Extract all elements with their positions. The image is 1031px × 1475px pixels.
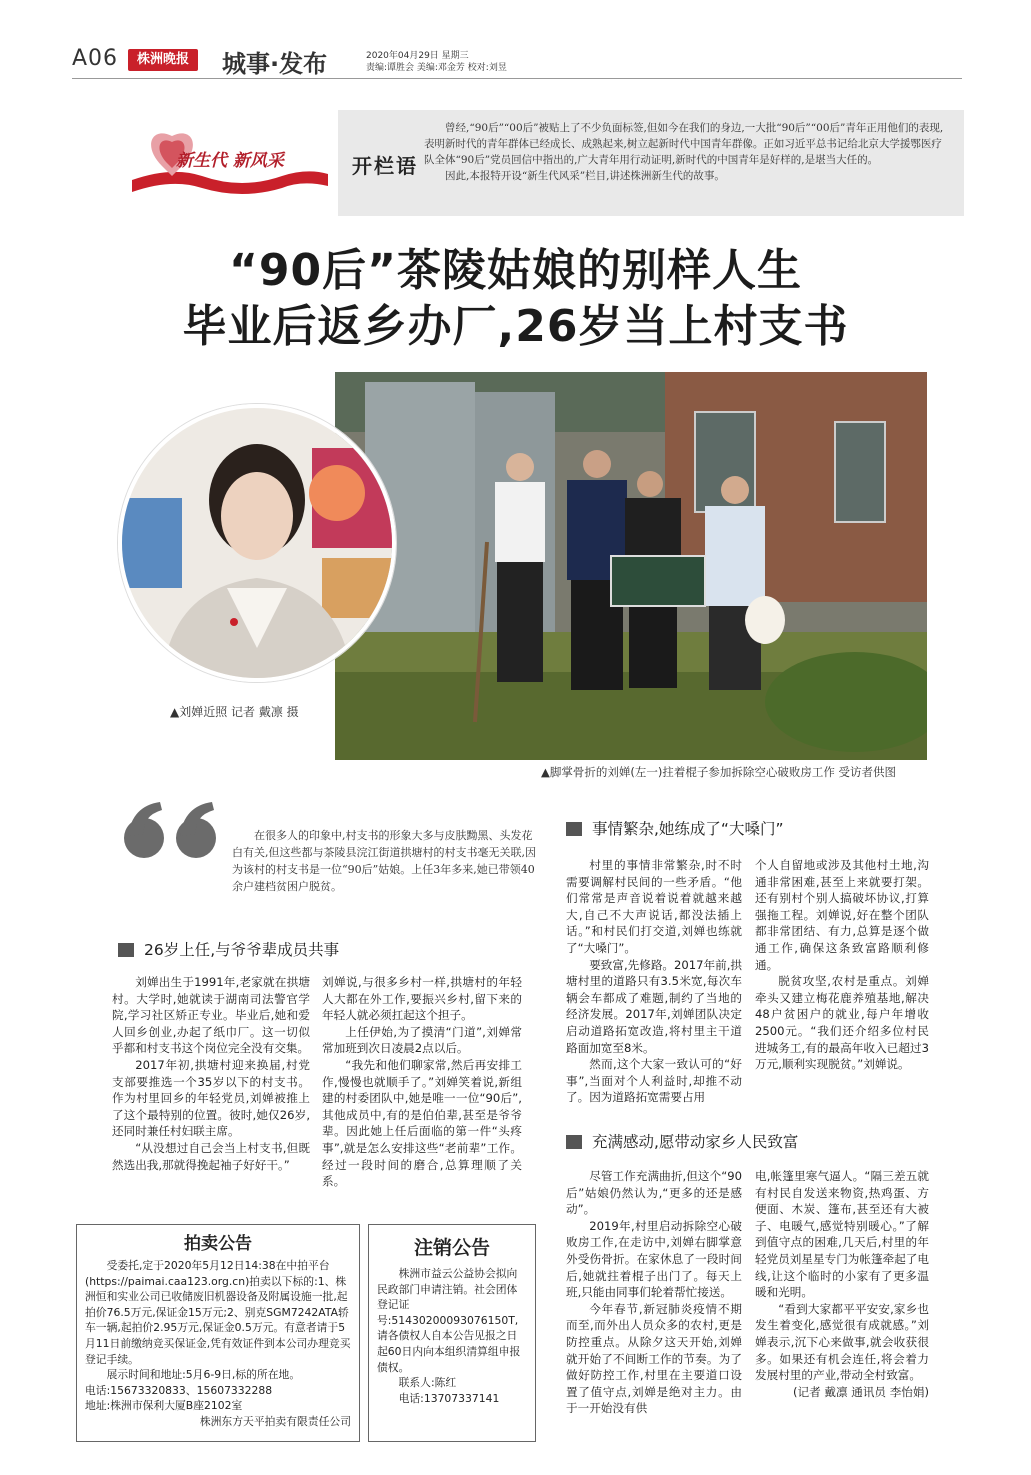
cancellation-notice xyxy=(368,1224,536,1442)
paragraph: 上任伊始,为了摸清“门道”,刘婵常常加班到次日凌晨2点以后。 xyxy=(322,1024,522,1056)
newspaper-brand: 株洲晚报 xyxy=(128,49,198,71)
column-logo-text: 新生代 新风采 xyxy=(176,151,284,171)
auction-paragraph: 展示时间和地址:5月6-9日,标的所在地。 xyxy=(106,1368,301,1382)
section3-col2 xyxy=(755,1168,929,1400)
section3-col1 xyxy=(566,1168,742,1417)
cancellation-title: 注销公告 xyxy=(413,1237,490,1259)
section-title: 城事·发布 xyxy=(222,50,328,78)
section-marker-icon xyxy=(566,822,582,836)
section1-title: 26岁上任,与爷爷辈成员共事 xyxy=(144,941,340,959)
intro-paragraph: 曾经,“90后”“00后”被贴上了不少负面标签,但如今在我们的身边,一大批“90后”“00后”青年正用他们的表现,表明新时代的青年群体已经成长、成熟起来,树立起新时代中国青年群像。正如习近平总书记给北京大学援鄂医疗队全体“90后”党员回信中指出的,广大青年用行动证明,新时代的中国青年是好样的,是堪当大任的。 xyxy=(424,122,944,166)
paragraph: 要致富,先修路。2017年前,拱塘村里的道路只有3.5米宽,每次车辆会车都成了难题,制约了当地的经济发展。2017年,刘婵团队决定启动道路拓宽改造,将村里主干道路面加宽至8米。 xyxy=(566,957,743,1055)
quote-mark-icon xyxy=(118,800,228,860)
paragraph: 然而,这个大家一致认可的“好事”,当面对个人利益时,却推不动了。因为道路拓宽需要占用 xyxy=(566,1057,742,1105)
paragraph: “从没想过自己会当上村支书,但既然选出我,那就得挽起袖子好好干。” xyxy=(112,1140,310,1172)
section3-heading xyxy=(566,1130,798,1152)
paragraph: 刘婵说,与很多乡村一样,拱塘村的年轻人大都在外工作,要振兴乡村,留下来的年轻人就必须扛起这个担子。 xyxy=(322,975,522,1023)
lead-quote-text: 在很多人的印象中,村支书的形象大多与皮肤黝黑、头发花白有关,但这些都与茶陵县浣江街道拱塘村的村支书毫无关联,因为该村的村支书是一位“90后”姑娘。上任3年多来,她已带领40余户建档贫困户脱贫。 xyxy=(232,829,536,893)
section1-col2 xyxy=(322,974,522,1190)
paragraph: “我先和他们聊家常,然后再安排工作,慢慢也就顺手了。”刘婵笑着说,新组建的村委团队中,她是唯一一位“90后”,其他成员中,有的是伯伯辈,甚至是爷爷辈。因此她上任后面临的第一件“头疼事”,就是怎么安排这些“老前辈”工作。经过一段时间的磨合,总算理顺了关系。 xyxy=(322,1057,522,1189)
paragraph: 尽管工作充满曲折,但这个“90后”姑娘仍然认为,“更多的还是感动”。 xyxy=(566,1169,742,1217)
section1-col1 xyxy=(112,974,310,1173)
auction-address: 地址:株洲市保利大厦B座2102室 xyxy=(85,1399,243,1413)
issue-date: 2020年04月29日 星期三 xyxy=(366,51,469,61)
cancellation-paragraph: 株洲市益云公益协会拟向民政部门申请注销。社会团体登记证号:51430200093076150T,请各债权人自本公告见报之日起60日内向本组织清算组申报债权。 xyxy=(377,1267,521,1374)
main-photo xyxy=(335,372,927,760)
village-group-photo xyxy=(335,372,927,760)
auction-company: 株洲东方天平拍卖有限责任公司 xyxy=(199,1414,351,1428)
section2-col1 xyxy=(566,857,742,1106)
paragraph: 今年春节,新冠肺炎疫情不期而至,而外出人员众多的农村,更是防控重点。从除夕这天开始,刘婵就开始了不间断工作的节奏。为了做好防控工作,村里在主要道口设置了值守点,刘婵是绝对主力。由于一开始没有供 xyxy=(566,1301,742,1416)
portrait-image xyxy=(122,408,392,678)
paragraph: 村里的事情非常繁杂,时不时需要调解村民间的一些矛盾。“他们常常是声音说着说着就越来越大,自己不大声说话,都没法插上话。”和村民们打交道,刘婵也练就了“大嗓门”。 xyxy=(566,858,742,955)
section-marker-icon xyxy=(118,943,134,957)
paragraph: 脱贫攻坚,农村是重点。刘婵牵头又建立梅花鹿养殖基地,解决48户贫困户的就业,每户年增收2500元。“我们还介绍多位村民进城务工,有的最高年收入已超过3万元,顺利实现脱贫。”刘婵说。 xyxy=(755,974,929,1072)
section3-title: 充满感动,愿带动家乡人民致富 xyxy=(592,1133,799,1151)
paragraph: 电,帐篷里寒气逼人。“隔三差五就有村民自发送来物资,热鸡蛋、方便面、木炭、篷布,甚至还有大被子、电暖气,感觉特别暖心。”了解到值守点的困难,几天后,村里的年轻党员刘星星专门为帐篷牵起了电线,让这个临时的小家有了更多温暖和光明。 xyxy=(755,1169,929,1300)
intro-paragraph: 因此,本报特开设“新生代风采”栏目,讲述株洲新生代的故事。 xyxy=(445,170,725,182)
lead-quote xyxy=(232,827,538,895)
paragraph: 个人自留地或涉及其他村土地,沟通非常困难,甚至上来就要打架。还有别村个别人搞破坏协议,打算强拖工程。刘婵说,好在整个团队都非常团结、有力,总算是逐个做通工作,确保这条致富路顺利修通。 xyxy=(755,858,929,972)
byline: (记者 戴凛 通讯员 李怡娟) xyxy=(792,1384,929,1399)
paragraph: 2017年初,拱塘村迎来换届,村党支部要推选一个35岁以下的村支书。作为村里回乡的年轻党员,刘婵被推上了这个最特别的位置。彼时,她仅26岁,还同时兼任村妇联主席。 xyxy=(112,1057,310,1139)
intro-label: 开栏语 xyxy=(352,154,418,178)
main-photo-caption: ▲脚掌骨折的刘婵(左一)拄着棍子参加拆除空心破败房工作 受访者供图 xyxy=(541,765,896,779)
cancellation-body xyxy=(369,1260,535,1406)
section2-col2 xyxy=(755,857,929,1073)
section1-heading xyxy=(118,938,339,960)
header-rule xyxy=(72,78,962,79)
auction-phone: 电话:15673320833、15607332288 xyxy=(85,1383,273,1397)
staff-credits: 责编:谭胜会 美编:邓金芳 校对:刘昱 xyxy=(366,63,507,73)
auction-body xyxy=(77,1254,359,1430)
cancellation-contact: 联系人:陈红 xyxy=(398,1376,457,1390)
section2-title: 事情繁杂,她练成了“大嗓门” xyxy=(592,820,784,838)
cancellation-phone: 电话:13707337141 xyxy=(398,1391,500,1405)
section-marker-icon xyxy=(566,1135,582,1149)
paragraph: “看到大家都平平安安,家乡也发生着变化,感觉很有成就感。”刘婵表示,沉下心来做事,就会收获很多。如果还有机会连任,将会着力发展村里的产业,带动全村致富。 xyxy=(755,1301,929,1383)
section2-heading xyxy=(566,817,784,839)
portrait-caption: ▲刘婵近照 记者 戴凛 摄 xyxy=(170,705,299,719)
intro-text xyxy=(424,120,950,184)
auction-notice xyxy=(76,1224,360,1442)
auction-title: 拍卖公告 xyxy=(184,1234,252,1254)
headline-sub: 毕业后返乡办厂,26岁当上村支书 xyxy=(182,301,849,352)
auction-paragraph: 受委托,定于2020年5月12日14:38在中拍平台(https://paimai.caa123.org.cn)拍卖以下标的:1、株洲恒和实业公司已收储废旧机器设备及附属设施一批,起拍价76.5万元,保证金15万元;2、别克SGM7242ATA轿车一辆,起拍价2.95万元,保证金0.5万元。有意者请于5月11日前缴纳竞买保证金,凭有效证件到本公司办理竞买登记手续。 xyxy=(85,1259,351,1366)
page-number: A06 xyxy=(72,46,119,71)
paragraph: 刘婵出生于1991年,老家就在拱塘村。大学时,她就读于湖南司法警官学院,学习社区矫正专业。毕业后,她和爱人回乡创业,办起了纸巾厂。这一切似乎都和村支书这个岗位完全没有交集。 xyxy=(112,975,310,1056)
paragraph: 2019年,村里启动拆除空心破败房工作,在走访中,刘婵右脚掌意外受伤骨折。在家休息了一段时间后,她就拄着棍子出门了。每天上班,只能由同事们轮着帮忙接送。 xyxy=(566,1218,742,1300)
portrait-photo xyxy=(118,404,396,682)
headline-main: “90后”茶陵姑娘的别样人生 xyxy=(228,245,803,296)
